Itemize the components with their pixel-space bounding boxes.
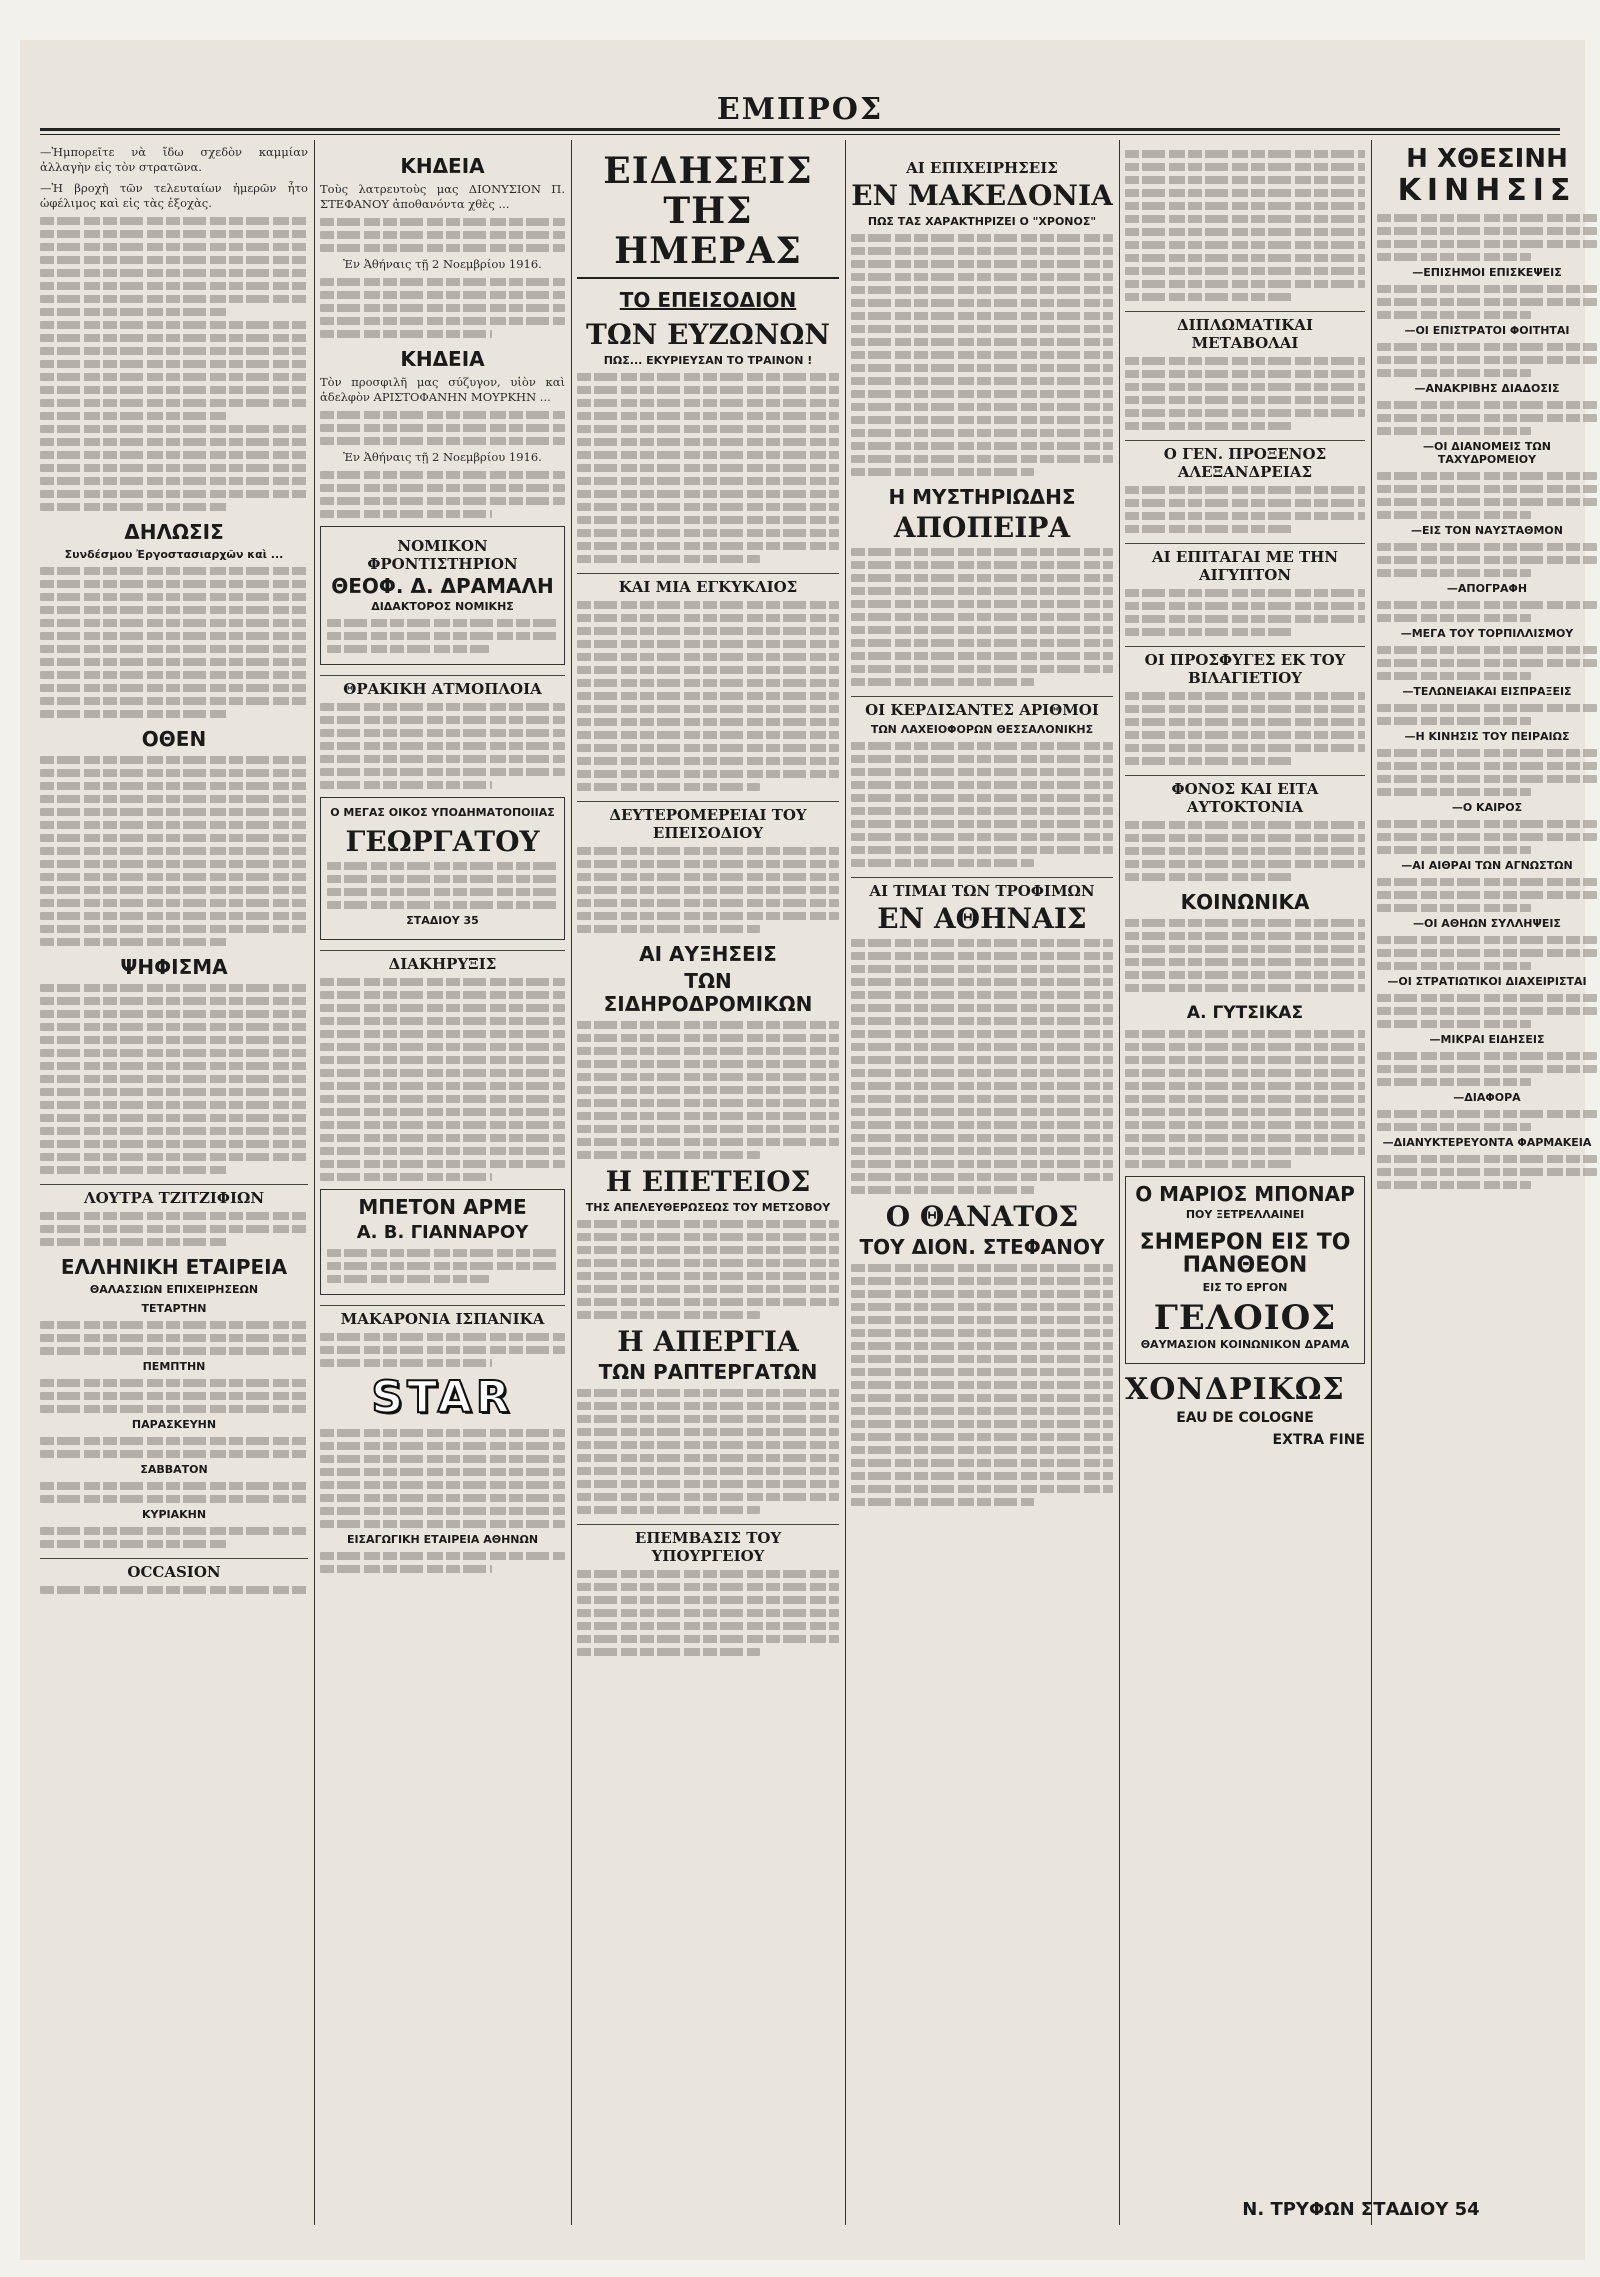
column-rule bbox=[571, 140, 572, 2225]
epitagai-heading: ΑΙ ΕΠΙΤΑΓΑΙ ΜΕ ΤΗΝ ΑΙΓΥΠΤΟΝ bbox=[1125, 543, 1365, 584]
eisagogiki-heading: ΕΙΣΑΓΩΓΙΚΗ ΕΤΑΙΡΕΙΑ ΑΘΗΝΩΝ bbox=[346, 1533, 539, 1546]
column-rule bbox=[1119, 140, 1120, 2225]
kideia-date-2: Ἐν Ἀθήναις τῇ 2 Νοεμβρίου 1916. bbox=[343, 450, 542, 464]
schedule-day: ΠΕΜΠΤΗΝ bbox=[142, 1360, 206, 1373]
news-item-heading: —Η ΚΙΝΗΣΙΣ ΤΟΥ ΠΕΙΡΑΙΩΣ bbox=[1404, 730, 1570, 743]
tryfon-ad: Ν. ΤΡΥΦΩΝ ΣΤΑΔΙΟΥ 54 bbox=[1242, 2199, 1480, 2220]
masthead-rule bbox=[40, 128, 1560, 131]
apopeira-heading: ΑΠΟΠΕΙΡΑ bbox=[893, 511, 1071, 544]
othen-heading: ΟΘΕΝ bbox=[141, 727, 207, 751]
eau-de-cologne: EAU DE COLOGNE bbox=[1176, 1410, 1314, 1426]
etaireia-heading: ΕΛΛΗΝΙΚΗ ΕΤΑΙΡΕΙΑ bbox=[60, 1255, 288, 1279]
times-heading: ΑΙ ΤΙΜΑΙ ΤΩΝ ΤΡΟΦΙΜΩΝ bbox=[851, 877, 1113, 900]
egkyklios-heading: ΚΑΙ ΜΙΑ ΕΓΚΥΚΛΙΟΣ bbox=[577, 573, 839, 596]
opening-line: —Ἠμπορεῖτε νὰ ἴδω σχεδὸν καμμίαν ἀλλαγὴν εἰς τὸν στρατῶνα. bbox=[40, 145, 308, 174]
ergon-sub: ΕΙΣ ΤΟ ΕΡΓΟΝ bbox=[1202, 1281, 1288, 1294]
kiniseis-heading: ΚΙΝΗΣΙΣ bbox=[1397, 173, 1577, 208]
epeisodion-heading: ΤΟ ΕΠΕΙΣΟΔΙΟΝ bbox=[619, 288, 797, 312]
evzonon-subheading: ΠΩΣ... ΕΚΥΡΙΕΥΣΑΝ ΤΟ ΤΡΑΙΝΟΝ ! bbox=[603, 354, 813, 367]
news-item-heading: —ΕΙΣ ΤΟΝ ΝΑΥΣΤΑΘΜΟΝ bbox=[1411, 524, 1563, 537]
marios-sub: ΠΟΥ ΞΕΤΡΕΛΛΑΙΝΕΙ bbox=[1185, 1208, 1305, 1221]
column-6 bbox=[1377, 145, 1597, 2225]
thanatos-heading: Ο ΘΑΝΑΤΟΣ bbox=[885, 1200, 1079, 1233]
marios-ad bbox=[1125, 1176, 1365, 1364]
column-5 bbox=[1125, 145, 1365, 2225]
diakiryxeis-heading: ΔΙΑΚΗΡΥΞΙΣ bbox=[320, 950, 565, 973]
schedule-day: ΠΑΡΑΣΚΕΥΗΝ bbox=[131, 1418, 217, 1431]
extra-fine: EXTRA FINE bbox=[1272, 1432, 1365, 1448]
beton-title: ΜΠΕΤΟΝ ΑΡΜΕ bbox=[358, 1195, 527, 1219]
sidirodromikon-heading: ΤΩΝ ΣΙΔΗΡΟΔΡΟΜΙΚΩΝ bbox=[603, 969, 813, 1016]
nomiko-title: ΝΟΜΙΚΟΝ ΦΡΟΝΤΙΣΤΗΡΙΟΝ bbox=[367, 537, 518, 573]
column-3 bbox=[577, 145, 839, 2225]
star-logo: STAR bbox=[371, 1372, 514, 1423]
news-item-heading: —ΑΙ ΑΙΘΡΑΙ ΤΩΝ ΑΓΝΩΣΤΩΝ bbox=[1401, 859, 1573, 872]
news-item-heading: —ΑΝΑΚΡΙΒΗΣ ΔΙΑΔΟΣΙΣ bbox=[1414, 382, 1560, 395]
afxiseis-heading: ΑΙ ΑΥΞΗΣΕΙΣ bbox=[639, 942, 777, 966]
proxenos-heading: Ο ΓΕΝ. ΠΡΟΞΕΝΟΣ ΑΛΕΞΑΝΔΡΕΙΑΣ bbox=[1125, 440, 1365, 481]
dilosis-subheading: Συνδέσμου Ἐργοστασιαρχῶν καὶ ... bbox=[64, 548, 284, 561]
beton-name: Α. Β. ΓΙΑΝΝΑΡΟΥ bbox=[356, 1222, 529, 1243]
marios-title: Ο ΜΑΡΙΟΣ ΜΠΟΝΑΡ bbox=[1135, 1182, 1355, 1206]
news-item-heading: —ΟΙ ΔΙΑΝΟΜΕΙΣ ΤΩΝ ΤΑΧΥΔΡΟΜΕΙΟΥ bbox=[1423, 440, 1551, 466]
ipeteios-subheading: ΤΗΣ ΑΠΕΛΕΥΘΕΡΩΣΕΩΣ ΤΟΥ ΜΕΤΣΟΒΟΥ bbox=[585, 1201, 831, 1214]
nomiko-ad bbox=[320, 526, 565, 665]
makedonia-subheading: ΠΩΣ ΤΑΣ ΧΑΡΑΚΤΗΡΙΖΕΙ Ο "ΧΡΟΝΟΣ" bbox=[867, 215, 1097, 228]
gytsikas-heading: Α. ΓΥΤΣΙΚΑΣ bbox=[1186, 1003, 1304, 1023]
nomiko-sub: ΔΙΔΑΚΤΟΡΟΣ ΝΟΜΙΚΗΣ bbox=[371, 600, 514, 613]
schedule-day: ΣΑΒΒΑΤΟΝ bbox=[140, 1463, 208, 1476]
column-1 bbox=[40, 145, 308, 2225]
column-2 bbox=[320, 145, 565, 2225]
georgatou-name: ΓΕΩΡΓΑΤΟΥ bbox=[345, 825, 540, 858]
opening-line: —Ἡ βροχὴ τῶν τελευταίων ἡμερῶν ἦτο ὡφέλιμος καὶ εἰς τὰς ἐξοχὰς. bbox=[40, 181, 308, 210]
loutra-heading: ΛΟΥΤΡΑ ΤΖΙΤΖΙΦΙΩΝ bbox=[40, 1184, 308, 1207]
etaireia-subheading: ΘΑΛΑΣΣΙΩΝ ΕΠΙΧΕΙΡΗΣΕΩΝ bbox=[89, 1283, 259, 1296]
athinais-heading: ΕΝ ΑΘΗΝΑΙΣ bbox=[877, 902, 1087, 935]
column-rule bbox=[1371, 140, 1372, 2225]
news-item-heading: —ΑΠΟΓΡΑΦΗ bbox=[1446, 582, 1528, 595]
eidiseis-title: ΕΙΔΗΣΕΙΣ ΤΗΣ ΗΜΕΡΑΣ bbox=[577, 151, 839, 279]
evzonon-heading: ΤΩΝ ΕΥΖΩΝΩΝ bbox=[586, 318, 830, 351]
stefanou-heading: ΤΟΥ ΔΙΟΝ. ΣΤΕΦΑΝΟΥ bbox=[859, 1235, 1105, 1259]
stadiou-address: ΣΤΑΔΙΟΥ 35 bbox=[406, 914, 479, 927]
deftero-heading: ΔΕΥΤΕΡΟΜΕΡΕΙΑΙ ΤΟΥ ΕΠΕΙΣΟΔΙΟΥ bbox=[577, 801, 839, 842]
thaumasion-sub: ΘΑΥΜΑΣΙΟΝ ΚΟΙΝΩΝΙΚΟΝ ΔΡΑΜΑ bbox=[1140, 1338, 1350, 1351]
column-rule bbox=[845, 140, 846, 2225]
ipeteios-heading: Η ΕΠΕΤΕΙΟΣ bbox=[605, 1165, 811, 1198]
kideia-heading: ΚΗΔΕΙΑ bbox=[400, 154, 485, 178]
beton-ad bbox=[320, 1189, 565, 1295]
aftoktonia-heading: ΦΟΝΟΣ ΚΑΙ ΕΙΤΑ ΑΥΤΟΚΤΟΝΙΑ bbox=[1125, 775, 1365, 816]
news-item-heading: —ΕΠΙΣΗΜΟΙ ΕΠΙΣΚΕΨΕΙΣ bbox=[1412, 266, 1562, 279]
news-item-heading: —ΜΕΓΑ ΤΟΥ ΤΟΡΠΙΛΛΙΣΜΟΥ bbox=[1400, 627, 1574, 640]
masthead: ΕΜΠΡΟΣ bbox=[716, 92, 884, 127]
kerdisantes-heading: ΟΙ ΚΕΡΔΙΣΑΝΤΕΣ ΑΡΙΘΜΟΙ bbox=[851, 696, 1113, 719]
prosfyges-heading: ΟΙ ΠΡΟΣΦΥΓΕΣ ΕΚ ΤΟΥ ΒΙΛΑΓΙΕΤΙΟΥ bbox=[1125, 646, 1365, 687]
schedule-day: ΤΕΤΑΡΤΗΝ bbox=[141, 1302, 207, 1315]
xthesini-heading: Η ΧΘΕΣΙΝΗ bbox=[1406, 145, 1568, 174]
news-item-heading: —ΟΙ ΣΤΡΑΤΙΩΤΙΚΟΙ ΔΙΑΧΕΙΡΙΣΤΑΙ bbox=[1387, 975, 1587, 988]
news-item-heading: —ΜΙΚΡΑΙ ΕΙΔΗΣΕΙΣ bbox=[1429, 1033, 1545, 1046]
raptergaton-heading: ΤΩΝ ΡΑΠΤΕΡΓΑΤΩΝ bbox=[598, 1360, 818, 1384]
xondrikos-title: ΧΟΝΔΡΙΚΩΣ bbox=[1125, 1372, 1345, 1407]
dilosis-heading: ΔΗΛΩΣΙΣ bbox=[124, 520, 224, 544]
schedule-day: ΚΥΡΙΑΚΗΝ bbox=[141, 1508, 207, 1521]
news-item-heading: —ΤΕΛΩΝΕΙΑΚΑΙ ΕΙΣΠΡΑΞΕΙΣ bbox=[1402, 685, 1572, 698]
kideia-date: Ἐν Ἀθήναις τῇ 2 Νοεμβρίου 1916. bbox=[343, 257, 542, 271]
pantheon-title: ΣΗΜΕΡΟΝ ΕΙΣ ΤΟ ΠΑΝΘΕΟΝ bbox=[1139, 1230, 1351, 1278]
laxeiofora-subheading: ΤΩΝ ΛΑΧΕΙΟΦΟΡΩΝ ΘΕΣΣΑΛΟΝΙΚΗΣ bbox=[870, 723, 1094, 736]
epembasis-heading: ΕΠΕΜΒΑΣΙΣ ΤΟΥ ΥΠΟΥΡΓΕΙΟΥ bbox=[577, 1524, 839, 1565]
news-item-heading: —ΔΙΑΦΟΡΑ bbox=[1453, 1091, 1521, 1104]
news-item-heading: —ΟΙ ΕΠΙΣΤΡΑΤΟΙ ΦΟΙΤΗΤΑΙ bbox=[1404, 324, 1570, 337]
news-item-heading: —ΔΙΑΝΥΚΤΕΡΕΥΟΝΤΑ ΦΑΡΜΑΚΕΙΑ bbox=[1382, 1136, 1592, 1149]
makedonia-heading: ΕΝ ΜΑΚΕΔΟΝΙΑ bbox=[851, 179, 1113, 212]
occasion-heading: OCCASION bbox=[40, 1558, 308, 1581]
news-item-heading: —Ο ΚΑΙΡΟΣ bbox=[1451, 801, 1523, 814]
column-4 bbox=[851, 145, 1113, 2225]
metavolai-heading: ΔΙΠΛΩΜΑΤΙΚΑΙ ΜΕΤΑΒΟΛΑΙ bbox=[1125, 311, 1365, 352]
oikos-title: Ο ΜΕΓΑΣ ΟΙΚΟΣ ΥΠΟΔΗΜΑΤΟΠΟΙΙΑΣ bbox=[330, 806, 555, 819]
makaronia-heading: ΜΑΚΑΡΟΝΙΑ ΙΣΠΑΝΙΚΑ bbox=[320, 1305, 565, 1328]
epixeiriseis-heading: ΑΙ ΕΠΙΧΕΙΡΗΣΕΙΣ bbox=[906, 159, 1058, 177]
thraki-heading: ΘΡΑΚΙΚΗ ΑΤΜΟΠΛΟΙΑ bbox=[320, 675, 565, 698]
georgatou-ad bbox=[320, 797, 565, 940]
kideia-text-2: Τὸν προσφιλῆ μας σύζυγον, υἱὸν καὶ ἀδελφὸν ΑΡΙΣΤΟΦΑΝΗΝ ΜΟΥΡΚΗΝ ... bbox=[320, 375, 565, 404]
apergia-heading: Η ΑΠΕΡΓΙΑ bbox=[617, 1325, 799, 1358]
koinonika-heading: ΚΟΙΝΩΝΙΚΑ bbox=[1180, 890, 1310, 914]
mysteriodis-heading: Η ΜΥΣΤΗΡΙΩΔΗΣ bbox=[888, 485, 1076, 509]
kideia-text: Τοὺς λατρευτοὺς μας ΔΙΟΝΥΣΙΟΝ Π. ΣΤΕΦΑΝΟΥ ἀποθανόντα χθὲς ... bbox=[320, 182, 565, 211]
column-rule bbox=[314, 140, 315, 2225]
masthead-rule-thin bbox=[40, 134, 1560, 135]
news-item-heading: —ΟΙ ΑΘΗΩΝ ΣΥΛΛΗΨΕΙΣ bbox=[1413, 917, 1561, 930]
gelois-title: ΓΕΛΟΙΟΣ bbox=[1153, 1298, 1337, 1338]
nomiko-name: ΘΕΟΦ. Δ. ΔΡΑΜΑΛΗ bbox=[331, 574, 554, 598]
kideia-heading-2: ΚΗΔΕΙΑ bbox=[400, 347, 485, 371]
psifisma-heading: ΨΗΦΙΣΜΑ bbox=[120, 955, 228, 979]
